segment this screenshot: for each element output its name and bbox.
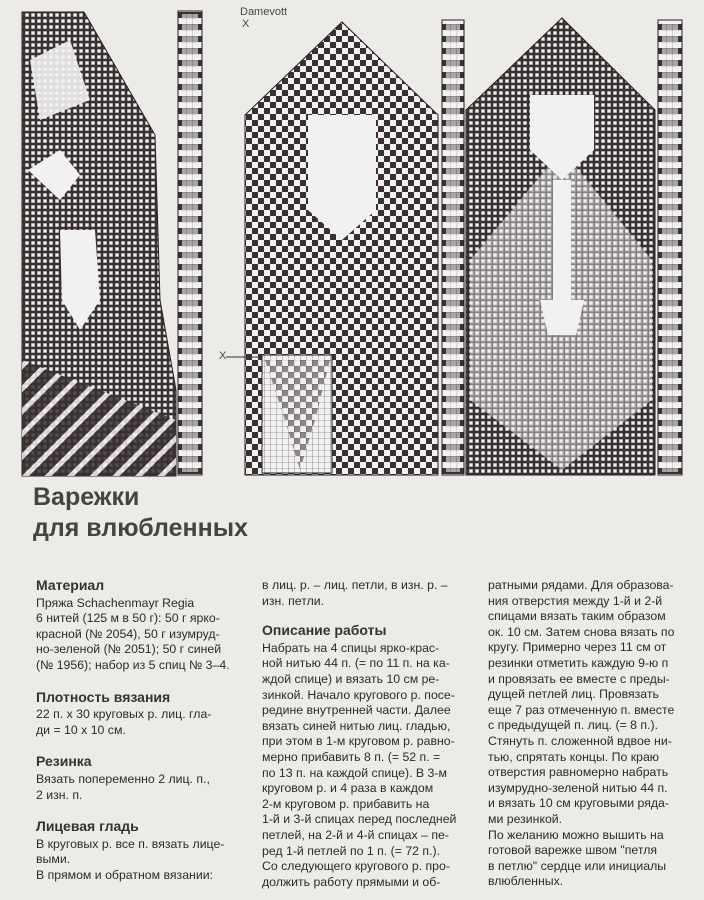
text-line: Вязать попеременно 2 лиц. п., <box>36 771 210 786</box>
text-line: в петлю" сердце или инициалы <box>488 858 667 873</box>
x-top-label: X <box>242 18 250 30</box>
section-heading: Плотность вязания <box>36 688 171 705</box>
chart-strip-center <box>442 20 464 475</box>
text-line: ред 1-й петлей по 1 п. (= 72 п.). <box>262 843 441 858</box>
text-line: должить работу прямыми и об- <box>262 874 441 889</box>
text-line: 2 изн. п. <box>36 787 83 802</box>
text-line: и вязать 10 см круговыми ряда- <box>488 796 669 811</box>
chart-left-mitten <box>22 12 176 476</box>
text-line: ми резинкой. <box>488 811 563 826</box>
text-column-3 <box>488 578 696 890</box>
chart-right-mitten <box>466 18 655 475</box>
text-line: зинкой. Начало кругового р. посе- <box>262 687 455 702</box>
text-line: красной (№ 2054), 50 г изумруд- <box>36 626 220 641</box>
text-line: изн. петли. <box>262 593 325 608</box>
section-heading: Лицевая гладь <box>36 818 139 835</box>
text-line: Со следующего кругового р. про- <box>262 859 450 874</box>
text-line: Стянуть п. сложенной вдвое ни- <box>488 733 672 748</box>
text-line: но-зеленой (№ 2051); 50 г синей <box>36 642 222 657</box>
section-heading: Описание работы <box>262 622 387 639</box>
text-line: 22 п. х 30 круговых р. лиц. гла- <box>36 707 212 722</box>
text-line: 2-м круговом р. прибавить на <box>262 796 430 811</box>
text-line: ждой спице) и вязать 10 см ре- <box>262 671 440 686</box>
text-line: ратными рядами. Для образова- <box>488 578 674 592</box>
text-line: готовой варежке швом "петля <box>488 843 658 858</box>
section-heading: Резинка <box>36 753 92 770</box>
text-line: резинки отметить каждую 9-ю п <box>488 655 669 670</box>
text-line: ок. 10 см. Затем снова вязать по <box>488 624 675 639</box>
text-line: изумрудно-зеленой нитью 44 п. <box>488 780 668 795</box>
text-line: спицами вязать таким образом <box>488 609 666 624</box>
text-line: вязать синей нитью лиц. гладью, <box>262 718 451 733</box>
text-line: редине внутренней части. Далее <box>262 703 451 718</box>
chart-center-mitten <box>245 22 438 475</box>
text-line: По желанию можно вышить на <box>488 827 664 842</box>
text-line: мерно прибавить 8 п. (= 52 п. = <box>262 749 441 764</box>
text-line: при этом в 1-м круговом р. равно- <box>262 734 455 749</box>
text-line: петлей, на 2-й и 4-й спицах – пе- <box>262 827 449 842</box>
text-line: дущей петлей лиц. Провязать <box>488 687 659 702</box>
text-line: тью, спрятать концы. По краю <box>488 749 660 764</box>
text-line: круговом р. и 4 раза в каждом <box>262 781 434 796</box>
title-line-2: для влюбленных <box>33 514 248 542</box>
text-line: кругу. Примерно через 11 см от <box>488 640 667 655</box>
text-line: Пряжа Schachenmayr Regia <box>36 595 195 610</box>
damevott-label: Damevott <box>240 6 288 18</box>
text-line: с предыдущей п. лиц. (= 8 п.). <box>488 718 659 733</box>
x-side-label: X <box>219 350 227 362</box>
text-line: ния отверстия между 1-й и 2-й <box>488 593 663 608</box>
text-line: ной нитью 44 п. (= по 11 п. на ка- <box>262 656 450 671</box>
text-line: Набрать на 4 спицы ярко-крас- <box>262 640 440 655</box>
article-title <box>33 482 248 544</box>
text-line: 1-й и 3-й спицах перед последней <box>262 812 457 827</box>
text-line: (№ 1956); набор из 5 спиц № 3–4. <box>36 657 230 672</box>
text-line: в лиц. р. – лиц. петли, в изн. р. – <box>262 578 448 592</box>
text-line: отверстия равномерно набрать <box>488 765 669 780</box>
text-line: В круговых р. все п. вязать лице- <box>36 836 225 851</box>
text-line: В прямом и обратном вязании: <box>36 867 213 882</box>
text-line: по 13 п. на каждой спице). В 3-м <box>262 765 447 780</box>
title-line-1: Варежки <box>33 483 140 511</box>
section-heading: Материал <box>36 577 105 593</box>
text-column-2 <box>262 578 480 890</box>
text-line: выми. <box>36 852 71 867</box>
text-line: ди = 10 х 10 см. <box>36 722 126 737</box>
text-line: влюбленных. <box>488 874 564 889</box>
text-column-1 <box>36 578 251 884</box>
text-line: 6 нитей (125 м в 50 г): 50 г ярко- <box>36 611 220 626</box>
chart-strip-right <box>658 20 682 475</box>
chart-strip-left <box>178 11 202 475</box>
text-line: и провязать ее вместе с преды- <box>488 671 670 686</box>
text-line: еще 7 раз отмеченную п. вместе <box>488 702 675 717</box>
